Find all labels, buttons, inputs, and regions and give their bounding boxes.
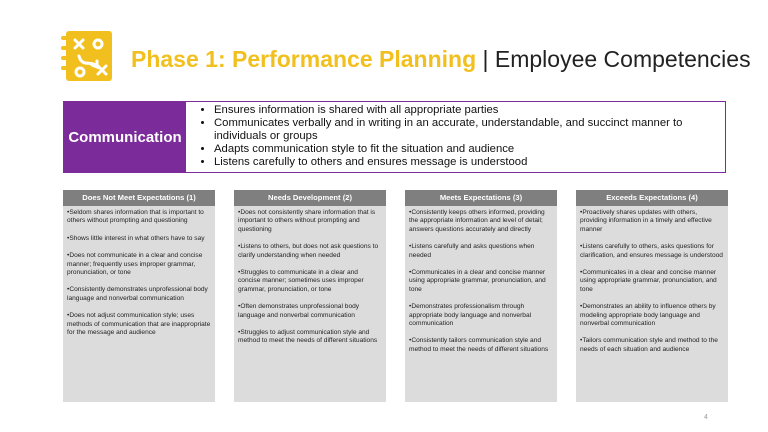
competency-bullets [186, 102, 725, 172]
level-header: Needs Development (2) [234, 190, 386, 206]
level-item: • Communicates in a clear and concise manner using appropriate grammar, pronunciation, and tone [580, 269, 724, 294]
level-column-2 [234, 190, 386, 402]
level-items [63, 206, 215, 337]
level-column-1 [63, 190, 215, 402]
level-item: • Listens carefully to others, asks questions for clarification, and ensures message is understood [580, 243, 724, 260]
level-item: • Demonstrates an ability to influence others by modeling appropriate body language and nonverbal communication [580, 303, 724, 328]
page-title [131, 44, 751, 74]
level-item: • Often demonstrates unprofessional body language and nonverbal communication [238, 303, 382, 320]
level-item: • Listens to others, but does not ask questions to clarify understanding when needed [238, 243, 382, 260]
level-item: • Consistently demonstrates unprofessional body language and nonverbal communication [67, 286, 211, 303]
competency-bullet: • Listens carefully to others and ensures message is understood [214, 156, 717, 169]
competency-bullet: • Ensures information is shared with all appropriate parties [214, 104, 717, 117]
page-subtitle: Employee Competencies [494, 46, 751, 72]
level-header: Meets Expectations (3) [405, 190, 557, 206]
competency-bullet: • Adapts communication style to fit the situation and audience [214, 143, 717, 156]
level-item: • Proactively shares updates with others, providing information in a timely and effective manner [580, 209, 724, 234]
rating-levels [63, 190, 727, 402]
level-column-4 [576, 190, 728, 402]
level-item: • Struggles to adjust communication style and method to meet the needs of different situations [238, 329, 382, 346]
level-header: Does Not Meet Expectations (1) [63, 190, 215, 206]
strategy-notebook-icon [60, 28, 116, 84]
competency-label: Communication [64, 102, 186, 172]
level-item: • Consistently keeps others informed, providing the appropriate information and level of detail; answers questions accurately and directly [409, 209, 553, 234]
level-item: • Consistently tailors communication style and method to meet the needs of different situations [409, 337, 553, 354]
level-item: • Tailors communication style and method to the needs of each situation and audience [580, 337, 724, 354]
phase-title: Phase 1: Performance Planning [131, 46, 477, 72]
level-item: • Does not adjust communication style; uses methods of communication that are inappropriate for the message and audience [67, 312, 211, 337]
level-item: • Does not communicate in a clear and concise manner; frequently uses improper grammar, pronunciation, or tone [67, 252, 211, 277]
level-item: • Communicates in a clear and concise manner using appropriate grammar, pronunciation, and tone [409, 269, 553, 294]
level-item: • Struggles to communicate in a clear and concise manner; sometimes uses improper grammar, pronunciation, or tone [238, 269, 382, 294]
level-item: • Demonstrates professionalism through appropriate body language and nonverbal communication [409, 303, 553, 328]
level-item: • Shows little interest in what others have to say [67, 235, 211, 243]
level-item: • Listens carefully and asks questions when needed [409, 243, 553, 260]
title-separator: | [482, 46, 489, 72]
level-items [576, 206, 728, 354]
level-column-3 [405, 190, 557, 402]
level-items [234, 206, 386, 346]
competency-definition [63, 101, 726, 173]
page-number: 4 [704, 414, 708, 421]
competency-bullet: • Communicates verbally and in writing in an accurate, understandable, and succinct manner to individuals or groups [214, 117, 717, 143]
level-header: Exceeds Expectations (4) [576, 190, 728, 206]
level-item: • Seldom shares information that is important to others without prompting and questioning [67, 209, 211, 226]
level-items [405, 206, 557, 354]
level-item: • Does not consistently share information that is important to others without prompting and questioning [238, 209, 382, 234]
